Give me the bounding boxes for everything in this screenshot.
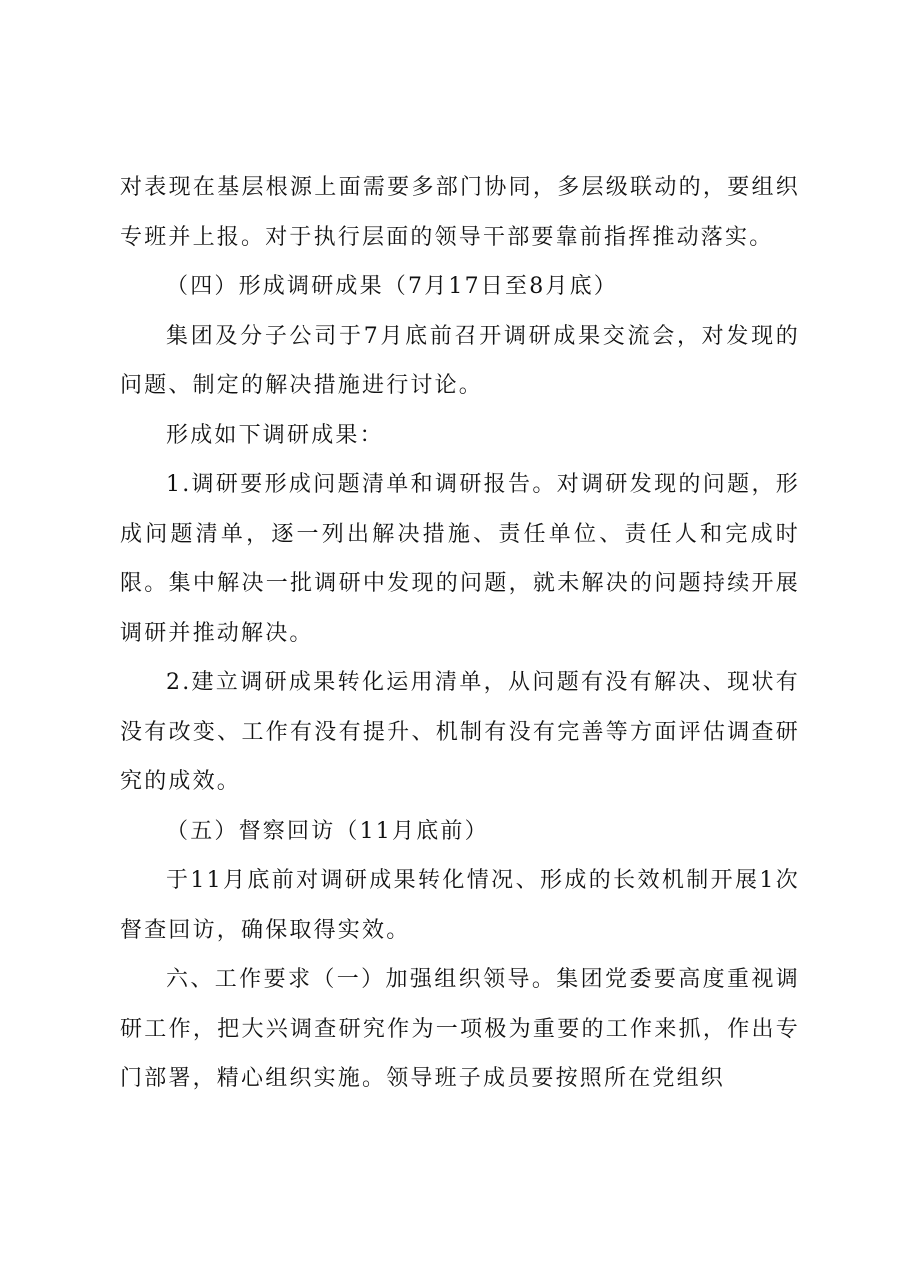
paragraph-result-1: 1.调研要形成问题清单和调研报告。对调研发现的问题，形成问题清单，逐一列出解决措施、责任单位、责任人和完成时限。集中解决一批调研中发现的问题，就未解决的问题持续开展调研并推动解决。 bbox=[120, 472, 800, 646]
section-heading-five: （五）督察回访（11月底前） bbox=[166, 818, 489, 844]
paragraph-continuation: 对表现在基层根源上面需要多部门协同，多层级联动的，要组织专班并上报。对于执行层面的领导干部要靠前指挥推动落实。 bbox=[120, 175, 800, 250]
section-heading-four: （四）形成调研成果（7月17日至8月底） bbox=[166, 274, 618, 299]
paragraph-exchange-meeting: 集团及分子公司于7月底前召开调研成果交流会，对发现的问题、制定的解决措施进行讨论。 bbox=[120, 323, 800, 398]
paragraph-result-2: 2.建立调研成果转化运用清单，从问题有没有解决、现状有没有改变、工作有没有提升、机制有没有完善等方面评估调查研究的成效。 bbox=[120, 670, 800, 794]
paragraph-revisit: 于11月底前对调研成果转化情况、形成的长效机制开展1次督查回访，确保取得实效。 bbox=[120, 868, 800, 943]
paragraph-results-intro: 形成如下调研成果： bbox=[166, 422, 384, 448]
document-body bbox=[120, 163, 800, 1104]
paragraph-work-requirements: 六、工作要求（一）加强组织领导。集团党委要高度重视调研工作，把大兴调查研究作为一项极为重要的工作来抓，作出专门部署，精心组织实施。领导班子成员要按照所在党组织 bbox=[120, 967, 800, 1091]
